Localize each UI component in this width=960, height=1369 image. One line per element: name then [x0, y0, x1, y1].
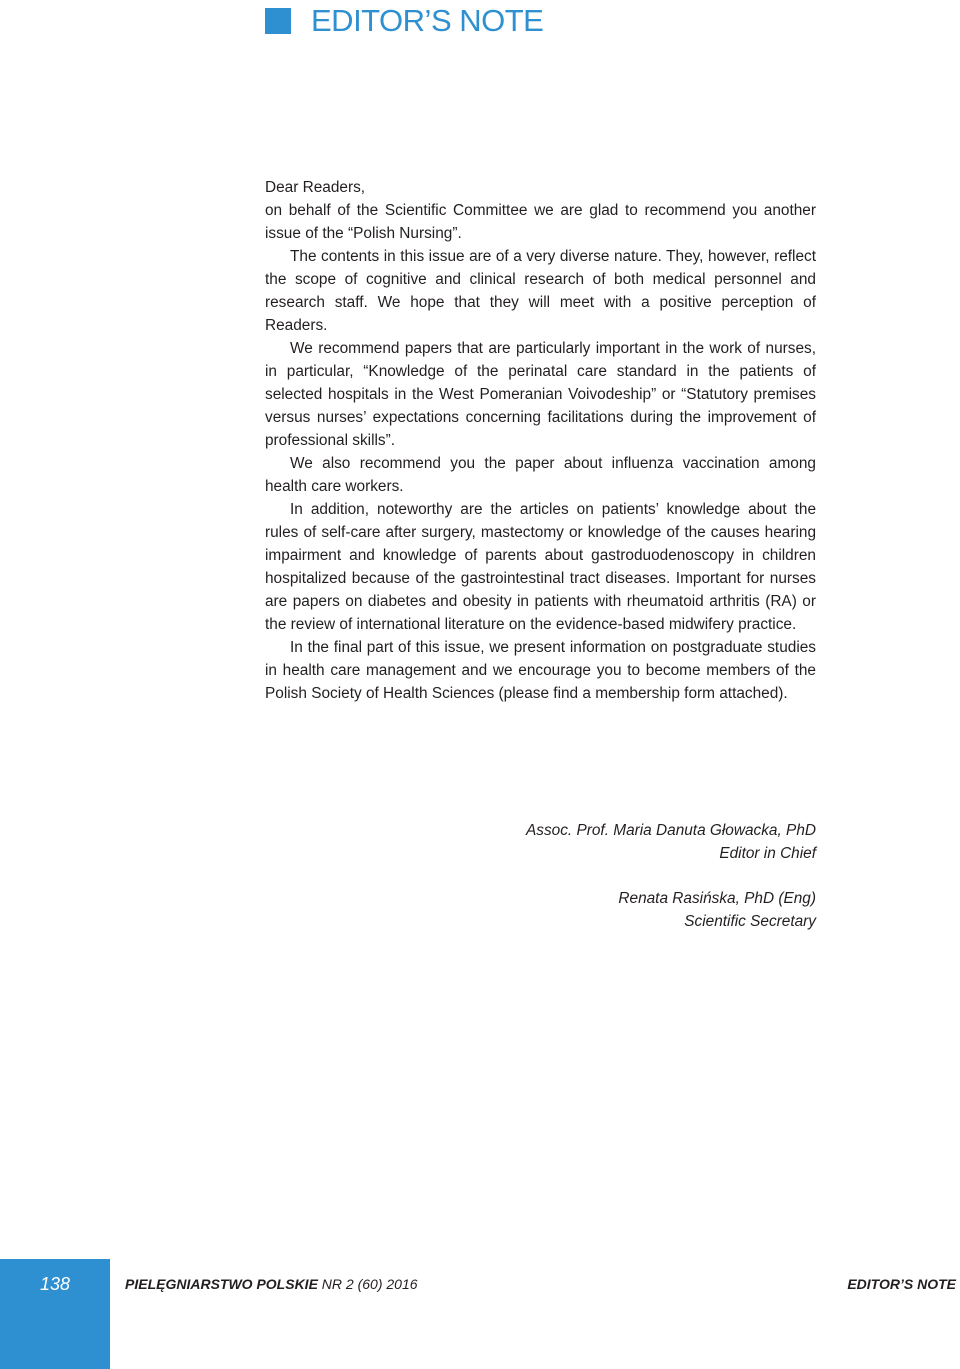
header-square-icon [265, 8, 291, 34]
signature-name: Assoc. Prof. Maria Danuta Głowacka, PhD [526, 822, 816, 839]
letter-greeting: Dear Readers, [265, 179, 366, 196]
signature-area [526, 819, 816, 955]
letter-paragraph: In the final part of this issue, we present information on postgraduate studies in health care management and we encourage you to become members of the Polish Society of Health Sciences (please find a membership form attached). [265, 639, 816, 702]
letter-paragraph: We also recommend you the paper about influenza vaccination among health care workers. [265, 455, 816, 495]
signature-name: Renata Rasińska, PhD (Eng) [618, 890, 816, 907]
letter-paragraph: on behalf of the Scientific Committee we are glad to recommend you another issue of the “Polish Nursing”. [265, 202, 816, 242]
page-number: 138 [39, 1274, 71, 1294]
letter-paragraph: We recommend papers that are particularly important in the work of nurses, in particular, “Knowledge of the perinatal care standard in the patients of selected hospitals in the West Pomeranian Voivodeship” or “Statutory premises versus nurses’ expectations concerning facilitations during the improvement of professional skills”. [265, 340, 816, 449]
letter-body [265, 176, 816, 705]
signature-editor [526, 819, 816, 865]
signature-role: Scientific Secretary [684, 913, 816, 930]
page-title: EDITOR’S NOTE [311, 3, 544, 38]
signature-secretary [526, 887, 816, 933]
journal-issue: NR 2 (60) 2016 [317, 1276, 418, 1292]
signature-role: Editor in Chief [719, 845, 816, 862]
journal-name: PIELĘGNIARSTWO POLSKIE [125, 1276, 318, 1292]
footer-section-label: EDITOR’S NOTE [847, 1276, 956, 1292]
footer-journal [125, 1276, 418, 1292]
page-header [265, 2, 543, 40]
letter-paragraph: In addition, noteworthy are the articles on patients’ knowledge about the rules of self-care after surgery, mastectomy or knowledge of the causes hearing impairment and knowledge of parents about gastroduodenoscopy in children hospitalized because of the gastrointestinal tract diseases. Important for nurses are papers on diabetes and obesity in patients with rheumatoid arthritis (RA) or the review of international literature on the evidence-based midwifery practice. [265, 501, 816, 633]
letter-paragraph: The contents in this issue are of a very diverse nature. They, however, reflect the scope of cognitive and clinical research of both medical personnel and research staff. We hope that they will meet with a positive perception of Readers. [265, 248, 816, 334]
